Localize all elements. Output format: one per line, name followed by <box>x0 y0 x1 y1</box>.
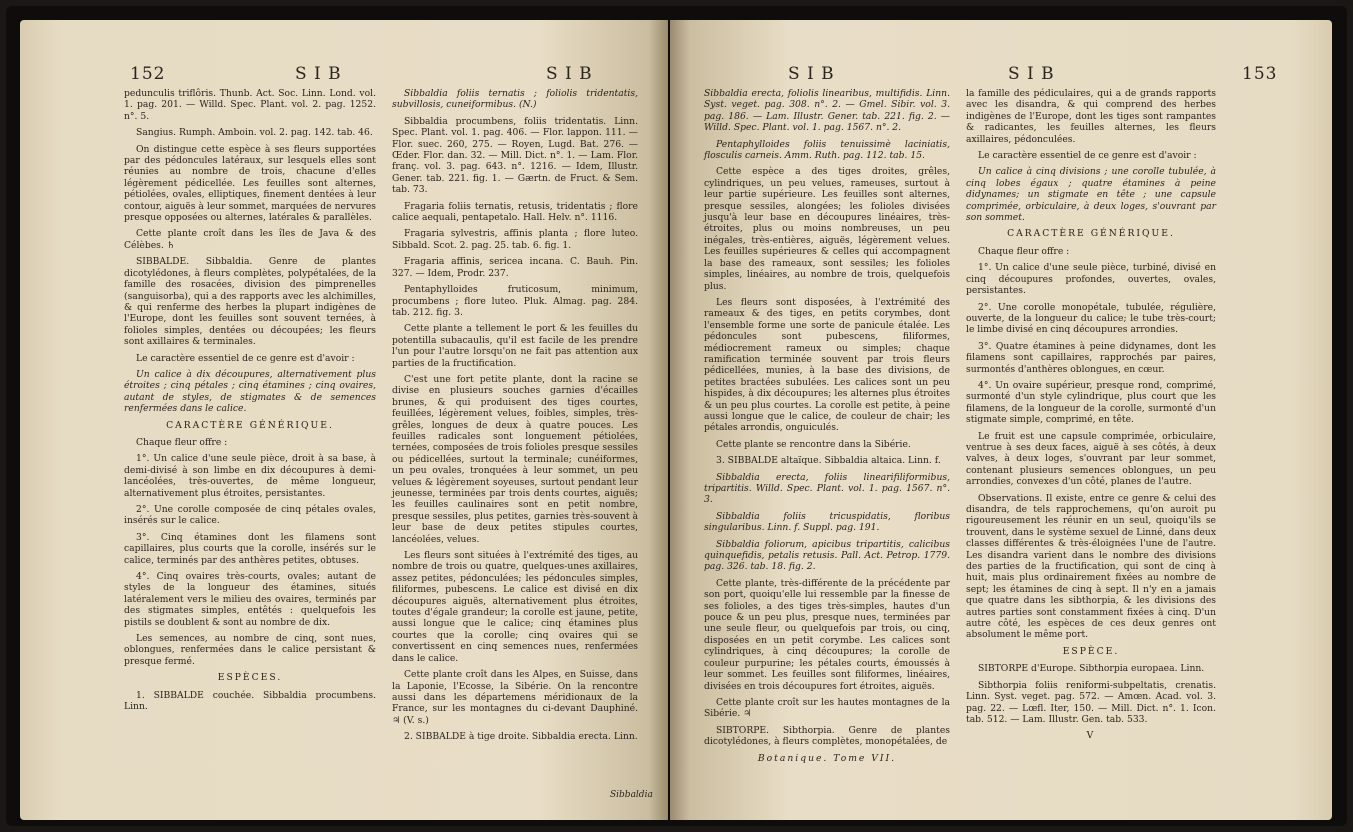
paragraph: Le fruit est une capsule comprimée, orbiculaire, ventrue à ses deux faces, aiguë à ses côtés, à deux valves, à deux loges, s'ouvrant par leur sommet, contenant plusieurs semences oblongues, un peu arrondies, convexes d'un côté, planes de l'autre. <box>966 430 1216 488</box>
paragraph: C'est une fort petite plante, dont la racine se divise en plusieurs souches garnies d'écailles brunes, & qui produisent des tiges courtes, feuillées, légèrement velues, foibles, simples, très-grêles, longues de deux à quatre pouces. Les feuilles radicales sont longuement pétiolées, ternées, composées de trois folioles presque sessiles ou pédicellées, surtout la terminale; cunéiformes, un peu ovales, tronquées à leur sommet, un peu velues & légèrement soyeuses, surtout pendant leur jeunesse, terminées par trois dents courtes, aiguës; les feuilles caulinaires sont en petit nombre, presque sessiles, plus petites, garnies très-souvent à leur base de deux petites stipules courtes, lancéolées, velues. <box>392 373 638 545</box>
paragraph: Cette plante a tellement le port & les feuilles du potentilla subacaulis, qu'il est facile de les prendre l'un pour l'autre lorsqu'on ne fait pas attention aux parties de la fructification. <box>392 323 638 369</box>
running-head: S I B <box>788 64 835 84</box>
text-column-2 <box>392 88 638 748</box>
paragraph: 3°. Quatre étamines à peine didynames, dont les filamens sont capillaires, rapprochés par paires, surmontés d'anthères oblongues, en cœur. <box>966 340 1216 375</box>
paragraph: Cette plante croît dans les Alpes, en Suisse, dans la Laponie, l'Ecosse, la Sibérie. On la rencontre aussi dans les départemens méridionaux de la France, sur les montagnes du ci-devant Dauphiné. ♃ (V. s.) <box>392 669 638 726</box>
paragraph: Sibbaldia foliorum, apicibus tripartitis, calicibus quinquefidis, petalis retusis. Pall. Act. Petrop. 1779. pag. 326. tab. 18. fig. 2. <box>704 538 950 573</box>
paragraph: pedunculis triflôris. Thunb. Act. Soc. Linn. Lond. vol. 1. pag. 201. — Willd. Spec. Plant. vol. 2. pag. 1252. n°. 5. <box>124 88 376 122</box>
paragraph: Sibbaldia erecta, foliis linearifiliformibus, tripartitis. Willd. Spec. Plant. vol. 1. pag. 1567. n°. 3. <box>704 471 950 506</box>
paragraph: Un calice à cinq divisions ; une corolle tubulée, à cinq lobes égaux ; quatre étamines à peine didynames; un stigmate en tête ; une capsule comprimée, orbiculaire, à deux loges, s'ouvrant par son sommet. <box>966 166 1216 224</box>
paragraph: Cette plante croît sur les hautes montagnes de la Sibérie. ♃ <box>704 696 950 720</box>
page-number: 153 <box>1242 64 1278 84</box>
paragraph: Les fleurs sont situées à l'extrémité des tiges, au nombre de trois ou quatre, quelques-unes axillaires, assez petites, pédonculées; les pédoncules simples, filiformes, pubescens. Le calice est divisé en dix découpures aiguës, alternativement plus étroites, toutes d'égale grandeur; la corolle est jaune, petite, aussi longue que le calice; cinq étamines plus courtes que la corolle; cinq ovaires qui se convertissent en cinq semences nues, renfermées dans le calice. <box>392 550 638 664</box>
paragraph: 1°. Un calice d'une seule pièce, droit à sa base, à demi-divisé à son limbe en dix découpures à demi-lancéolées, très-ouvertes, de même longueur, alternativement plus étroites, persistantes. <box>124 453 376 499</box>
text-column-2 <box>966 88 1216 748</box>
paragraph: Sangius. Rumph. Amboin. vol. 2. pag. 142. tab. 46. <box>136 127 373 139</box>
paragraph: 3°. Cinq étamines dont les filamens sont capillaires, plus courts que la corolle, insérés sur le calice, terminés par des anthères petites, obtuses. <box>124 531 376 566</box>
section-heading: CARACTÈRE GÉNÉRIQUE. <box>1007 228 1175 240</box>
right-page <box>670 20 1332 820</box>
paragraph: 2°. Une corolle monopétale, tubulée, régulière, ouverte, de la longueur du calice; le tube très-court; le limbe divisé en cinq découpures arrondies. <box>966 301 1216 336</box>
paragraph: 1. SIBBALDE couchée. Sibbaldia procumbens. Linn. <box>124 689 376 713</box>
paragraph: Un calice à dix découpures, alternativement plus étroites ; cinq pétales ; cinq étamines ; cinq ovaires, autant de styles, de stigmates & de semences renfermées dans le calice. <box>124 368 376 415</box>
paragraph: Fragaria foliis ternatis, retusis, tridentatis ; flore calice aequali, pentapetalo. Hall. Helv. n°. 1116. <box>392 200 638 224</box>
paragraph: Fragaria sylvestris, affinis planta ; flore luteo. Sibbald. Scot. 2. pag. 25. tab. 6. fig. 1. <box>392 228 638 251</box>
paragraph: Le caractère essentiel de ce genre est d'avoir : <box>136 352 355 364</box>
paragraph: 4°. Un ovaire supérieur, presque rond, comprimé, surmonté d'un style cylindrique, plus court que les filamens, de la longueur de la corolle, surmonté d'un stigmate simple, comprimé, en tête. <box>966 379 1216 426</box>
running-head: S I B <box>295 64 342 84</box>
paragraph: Sibbaldia foliis ternatis ; foliolis tridentatis, subvillosis, cuneiformibus. (N.) <box>392 88 638 111</box>
left-page <box>20 20 668 820</box>
paragraph: 2. SIBBALDE à tige droite. Sibbaldia erecta. Linn. <box>404 731 638 743</box>
paragraph: Observations. Il existe, entre ce genre & celui des disandra, de tels rapprochemens, qu'on auroit pu rigoureusement les réunir en un seul, quoiqu'ils se trouvent, dans le système sexuel de Linné, dans deux classes différentes & très-éloignées l'une de l'autre. Les disandra varient dans le nombre des divisions des parties de la fructification, qui sont de cinq à huit, mais plus ordinairement fixées au nombre de sept; les étamines de cinq à sept. Il n'y en a jamais que quatre dans les sibthorpia, & les divisions des autres parties sont constamment fixées à cinq. D'un autre côté, les espèces de ces deux genres ont absolument le même port. <box>966 492 1216 641</box>
paragraph: Sibbaldia procumbens, foliis tridentatis. Linn. Spec. Plant. vol. 1. pag. 406. — Flor. lappon. 111. — Flor. suec. 260, 275. — Royen, Lugd. Bat. 276. — Œder. Flor. dan. 32. — Mill. Dict. n°. 1. — Lam. Flor. franç. vol. 3. pag. 643. n°. 1216. — Idem, Illustr. Gener. tab. 221. fig. 1. — Gærtn. de Fruct. & Sem. tab. 73. <box>392 115 638 196</box>
paragraph: Fragaria affinis, sericea incana. C. Bauh. Pin. 327. — Idem, Prodr. 237. <box>392 256 638 279</box>
paragraph: Sibbaldia foliis tricuspidatis, floribus singularibus. Linn. f. Suppl. pag. 191. <box>704 510 950 534</box>
paragraph: Pentaphylloides foliis tenuissimè laciniatis, flosculis carneis. Amm. Ruth. pag. 112. tab. 15. <box>704 138 950 162</box>
text-column-1 <box>124 88 376 718</box>
paragraph: la famille des pédiculaires, qui a de grands rapports avec les disandra, & qui comprend des herbes indigènes de l'Europe, dont les tiges sont rampantes & radicantes, les feuilles alternes, les fleurs axillaires, pédonculées. <box>966 88 1216 145</box>
page-number: 152 <box>130 64 166 84</box>
paragraph: Sibbaldia erecta, foliolis linearibus, multifidis. Linn. Syst. veget. pag. 308. n°. 2. — Gmel. Sibir. vol. 3. pag. 186. — Lam. Illustr. Gener. tab. 221. fig. 2. — Willd. Spec. Plant. vol. 1. pag. 1567. n°. 2. <box>704 88 950 134</box>
section-heading: ESPÈCE. <box>1062 645 1120 657</box>
paragraph: On distingue cette espèce à ses fleurs supportées par des pédoncules latéraux, sur lesquels elles sont réunies au nombre de trois, chacune d'elles légèrement pédicellée. Les feuilles sont alternes, pétiolées, ovales, elliptiques, finement dentées à leur contour, aiguës à leur sommet, marquées de nervures presque opposées ou alternes, latérales & parallèles. <box>124 143 376 224</box>
book-spread <box>6 6 1347 826</box>
section-heading: ESPÈCES. <box>217 672 283 684</box>
paragraph: Cette plante croît dans les îles de Java & des Célèbes. ♄ <box>124 228 376 251</box>
paragraph: 2°. Une corolle composée de cinq pétales ovales, insérés sur le calice. <box>124 504 376 527</box>
paragraph: 4°. Cinq ovaires très-courts, ovales; autant de styles de la longueur des étamines, situés latéralement vers le milieu des ovaires, terminés par des stigmates simples, entêtés : quelquefois les pistils se doublent & sont au nombre de dix. <box>124 571 376 628</box>
paragraph: SIBTORPE d'Europe. Sibthorpia europaea. Linn. <box>978 663 1205 675</box>
signature-mark: V <box>1086 730 1096 742</box>
catchword: Sibbaldia <box>610 790 653 800</box>
paragraph: Chaque fleur offre : <box>978 245 1070 257</box>
paragraph: Chaque fleur offre : <box>136 436 228 448</box>
paragraph: Pentaphylloides fruticosum, minimum, procumbens ; flore luteo. Pluk. Almag. pag. 284. tab. 212. fig. 3. <box>392 284 638 318</box>
section-heading: CARACTÈRE GÉNÉRIQUE. <box>166 419 334 431</box>
running-head: S I B <box>1008 64 1055 84</box>
paragraph: Sibthorpia foliis reniformi-subpeltatis, crenatis. Linn. Syst. veget. pag. 572. — Amœn. Acad. vol. 3. pag. 22. — Lœfl. Iter, 150. — Mill. Dict. n°. 1. Icon. tab. 512. — Lam. Illustr. Gen. tab. 533. <box>966 679 1216 725</box>
paragraph: SIBBALDE. Sibbaldia. Genre de plantes dicotylédones, à fleurs complètes, polypétalées, de la famille des rosacées, division des pimprenelles (sanguisorba), qui a des rapports avec les alchimilles, & qui renferme des herbes la plupart indigènes de l'Europe, dont les feuilles sont souvent ternées, à folioles simples, dentées ou découpées; les fleurs sont axillaires & terminales. <box>124 256 376 348</box>
paragraph: Les fleurs sont disposées, à l'extrémité des rameaux & des tiges, en petits corymbes, dont l'ensemble forme une sorte de panicule étalée. Les pédoncules sont pubescens, filiformes, médiocrement rameux ou simples; chaque ramification terminée souvent par trois fleurs pédicellées, munies, à la base des divisions, de petites bractées subulées. Les calices sont un peu hispides, à dix découpures; les alternes plus étroites & un peu plus courtes. La corolle est petite, à peine aussi longue que le calice, de couleur de chair; les pétales arrondis, onguiculés. <box>704 296 950 434</box>
paragraph: 1°. Un calice d'une seule pièce, turbiné, divisé en cinq découpures profondes, ouvertes, ovales, persistantes. <box>966 262 1216 297</box>
paragraph: Cette plante se rencontre dans la Sibérie. <box>716 438 911 450</box>
paragraph: Cette espèce a des tiges droites, grêles, cylindriques, un peu velues, rameuses, surtout à leur partie supérieure. Les feuilles sont alternes, presque sessiles, alongées; les folioles divisées jusqu'à leur base en découpures linéaires, très-étroites, plus ou moins nombreuses, un peu inégales, très-entières, aiguës, légèrement velues. Les feuilles supérieures & celles qui accompagnent la base des rameaux, sont sessiles; les folioles simples, linéaires, au nombre de trois, quelquefois plus. <box>704 166 950 292</box>
paragraph: Le caractère essentiel de ce genre est d'avoir : <box>978 150 1197 162</box>
running-head: S I B <box>546 64 593 84</box>
paragraph: 3. SIBBALDE altaïque. Sibbaldia altaica. Linn. f. <box>716 455 941 467</box>
paragraph: Cette plante, très-différente de la précédente par son port, quoiqu'elle lui ressemble par la finesse de ses folioles, a des tiges très-simples, hautes d'un pouce & un peu plus, presque nues, terminées par une seule fleur, ou quelquefois par trois, ou cinq, disposées en un petit corymbe. Les calices sont cylindriques, à cinq découpures; la corolle de couleur purpurine; les pétales courts, émoussés à leur sommet. Les feuilles sont filiformes, linéaires, divisées en trois découpures fort étroites, aiguës. <box>704 577 950 692</box>
text-column-1 <box>704 88 950 770</box>
page-footer: Botanique. Tome VII. <box>757 752 897 764</box>
paragraph: Les semences, au nombre de cinq, sont nues, oblongues, renfermées dans le calice persistant & presque fermé. <box>124 633 376 667</box>
paragraph: SIBTORPE. Sibthorpia. Genre de plantes dicotylédones, à fleurs complètes, monopétalées, de <box>704 724 950 748</box>
